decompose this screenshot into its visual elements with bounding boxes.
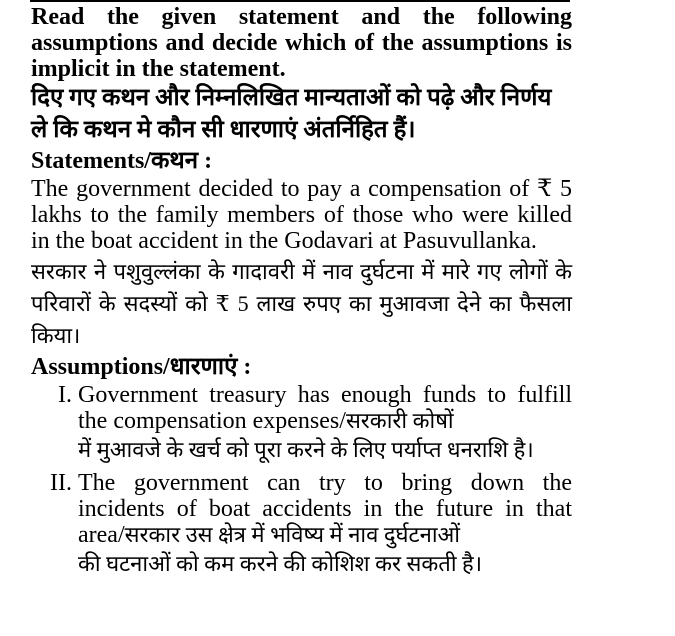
instruction-english: Read the given statement and the following assumptions and decide which of the assumptions is implicit in the statement. [31,4,572,82]
assumption-text [78,470,572,579]
assumption-text-hindi: में मुआवजे के खर्च को पूरा करने के लिए पर्याप्त धनराशि है। [78,437,534,462]
statement-hindi: सरकार ने पशुवुल्लंका के गादावरी में नाव दुर्घटना में मारे गए लोगों के परिवारों के सदस्यों को ₹ 5 लाख रुपए का मुआवजा देने का फैसला किया। [31,259,572,348]
top-rule [30,0,570,2]
assumptions-list [31,382,572,579]
assumption-text-hindi-inline: सरकार उस क्षेत्र में भविष्य में नाव दुर्घटनाओं [124,522,461,547]
assumption-number: II. [50,470,72,496]
question-block [31,4,572,579]
assumption-number: I. [58,382,72,408]
statement-english: The government decided to pay a compensation of ₹ 5 lakhs to the family members of those who were killed in the boat accident in the Godavari at Pasuvullanka. [31,176,572,254]
instruction-hindi: दिए गए कथन और निम्नलिखित मान्यताओं को पढ़े और निर्णय ले कि कथन मे कौन सी धारणाएं अंतर्निहित हैं। [31,85,552,143]
assumption-item-2 [31,470,572,579]
assumption-text-english: The government can try to bring down the incidents of boat accidents in the future in that area/ [78,470,572,548]
assumption-text [78,382,572,465]
statements-heading: Statements/कथन : [31,148,213,174]
assumption-text-hindi: की घटनाओं को कम करने की कोशिश कर सकती है। [78,551,483,576]
assumption-item-1 [31,382,572,465]
assumptions-heading: Assumptions/धारणाएं : [31,354,252,380]
assumption-text-hindi-inline: सरकारी कोषों [345,408,454,433]
assumption-text-english: Government treasury has enough funds to fulfill the compensation expenses/ [78,382,572,434]
